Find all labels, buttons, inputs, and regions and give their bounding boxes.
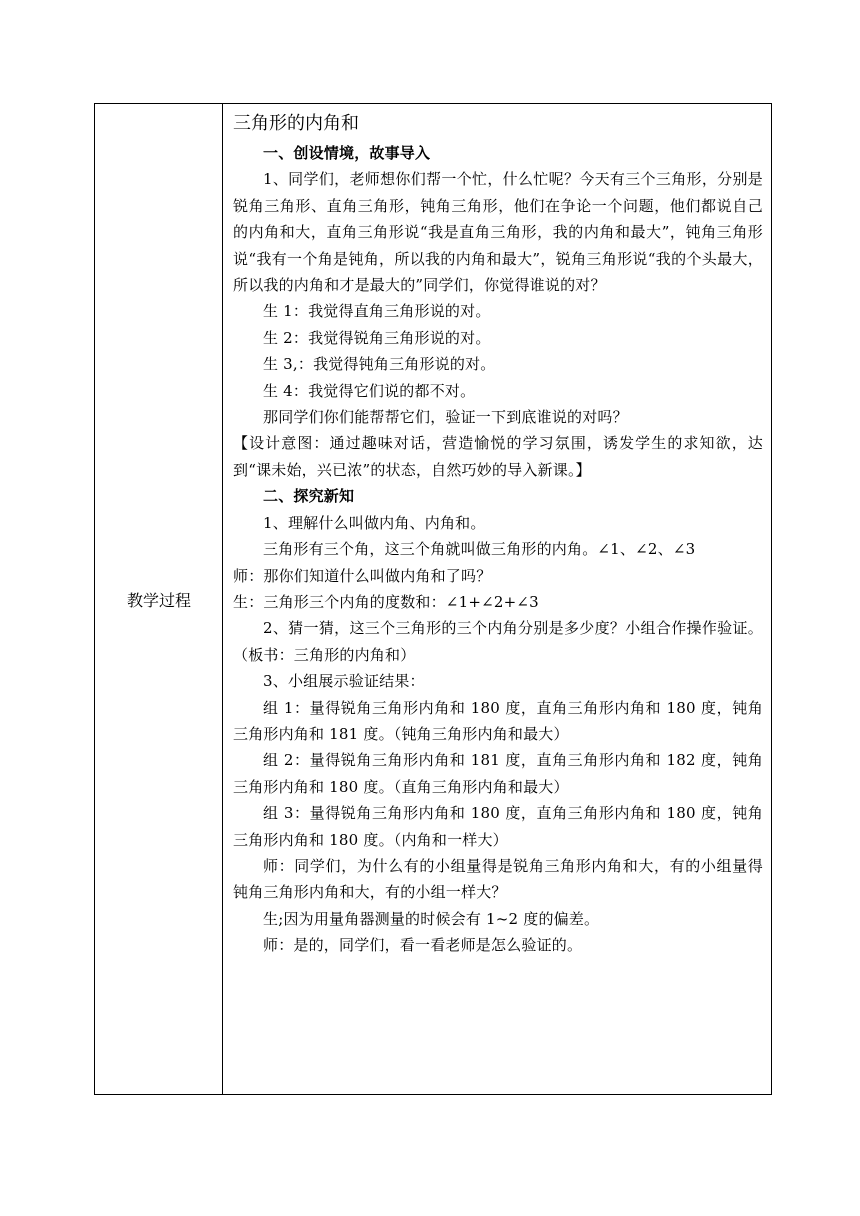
lesson-body bbox=[233, 140, 763, 959]
paragraph: 1、同学们，老师想你们帮一个忙，什么忙呢？今天有三个三角形，分别是锐角三角形、直角三角形，钝角三角形，他们在争论一个问题，他们都说自己的内角和大，直角三角形说“我是直角三角形，我的内角和最大”，钝角三角形说“我有一个角是钝角，所以我的内角和最大”，锐角三角形说“我的个头最大，所以我的内角和才是最大的”同学们，你觉得谁说的对？ bbox=[233, 170, 763, 295]
paragraph: 1、理解什么叫做内角、内角和。 bbox=[263, 513, 486, 532]
paragraph: 2、猜一猜，这三个三角形的三个内角分别是多少度？小组合作操作验证。（板书：三角形的内角和） bbox=[233, 619, 763, 664]
paragraph: 那同学们你们能帮帮它们，验证一下到底谁说的对吗？ bbox=[263, 408, 628, 427]
paragraph: 生 4：我觉得它们说的都不对。 bbox=[263, 381, 476, 400]
paragraph: 生 1：我觉得直角三角形说的对。 bbox=[263, 302, 491, 321]
paragraph: 生 2：我觉得锐角三角形说的对。 bbox=[263, 328, 491, 347]
paragraph: 师：同学们，为什么有的小组量得是锐角三角形内角和大，有的小组量得钝角三角形内角和大，有的小组一样大？ bbox=[233, 856, 763, 902]
paragraph: 组 2：量得锐角三角形内角和 181 度，直角三角形内角和 182 度，钝角三角形内角和 180 度。（直角三角形内角和最大） bbox=[233, 751, 763, 796]
section-heading: 二、探究新知 bbox=[263, 487, 355, 506]
paragraph: 生 3,：我觉得钝角三角形说的对。 bbox=[263, 355, 496, 374]
paragraph: 师：是的，同学们，看一看老师是怎么验证的。 bbox=[263, 936, 583, 955]
paragraph: 三角形有三个角，这三个角就叫做三角形的内角。∠1、∠2、∠3 bbox=[263, 540, 696, 559]
row-label-cell bbox=[95, 104, 223, 1094]
lesson-table bbox=[94, 103, 772, 1095]
paragraph: 组 3：量得锐角三角形内角和 180 度，直角三角形内角和 180 度，钝角三角形内角和 180 度。（内角和一样大） bbox=[233, 804, 763, 849]
paragraph: 师：那你们知道什么叫做内角和了吗？ bbox=[233, 566, 492, 585]
paragraph: 组 1：量得锐角三角形内角和 180 度，直角三角形内角和 180 度，钝角三角形内角和 181 度。（钝角三角形内角和最大） bbox=[233, 698, 763, 743]
paragraph: 3、小组展示验证结果： bbox=[263, 672, 425, 691]
section-heading: 一、创设情境，故事导入 bbox=[263, 144, 431, 162]
paragraph: 生;因为用量角器测量的时候会有 1~2 度的偏差。 bbox=[263, 909, 600, 928]
lesson-title: 三角形的内角和 bbox=[233, 113, 359, 134]
paragraph: 【设计意图：通过趣味对话，营造愉悦的学习氛围，诱发学生的求知欲，达到“课未始，兴已浓”的状态，自然巧妙的导入新课。】 bbox=[233, 434, 763, 479]
content-cell bbox=[223, 104, 771, 1094]
row-label: 教学过程 bbox=[126, 591, 191, 610]
paragraph: 生：三角形三个内角的度数和：∠1+∠2+∠3 bbox=[233, 592, 539, 611]
